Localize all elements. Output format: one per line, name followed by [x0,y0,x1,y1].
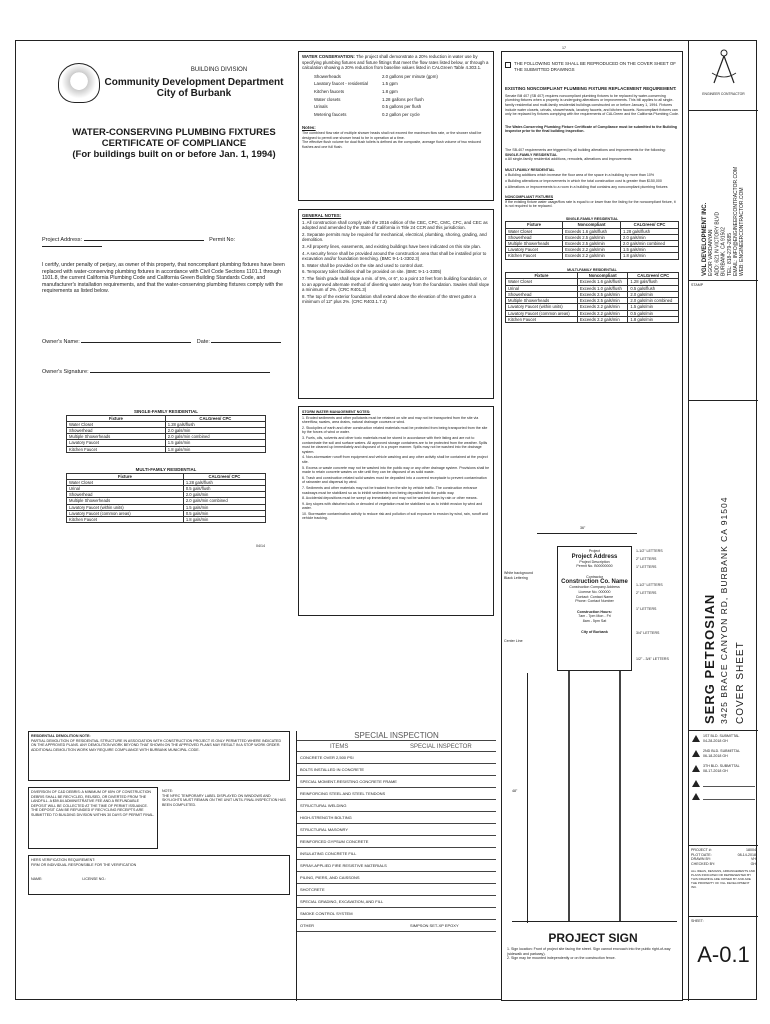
revision-row: 2ND BLD. SUBMITTAL 06-18-2018 GH [692,749,755,758]
table-row [67,517,266,523]
owner-name: SERG PETROSIAN [701,593,717,724]
page-number: 17 [562,46,566,50]
table-cell: Exceeds 2.5 gals/min [563,234,621,240]
list-item: 5. Excess or waste concrete may not be washed into the public way or any other drainage system. Provisions shall be made to retain concrete wastes on site until they can be disposed of as solid waste. [302,465,490,475]
table-cell: Exceeds 2.2 gals/min [577,310,628,316]
water-conservation-notes: WATER CONSERVATION: The project shall demonstrate a 20% reduction in water use by specifying plumbing fixtures and fixture fittings that meet the flow rates listed below, or through a calculation showing a 20% reduction from baseline values listed in CALGreen Table 4.303.1. Showerheads 2.0 gallons per minute (gpm) Lavatory faucet - residential 1.5 gpm Kitchen faucets 1.8 gpm Water closets 1.28 gallons per flush Urinals 0.5 gallons per flush Metering faucets 0.2 gallon per cycle Notes: The combined flow rate of multiple shower heads shall not exceed the maximum flow rate, or the shower shall be designed to permit one shower head to be in operation at a time. The effective flush volume for dual flush toilets is defined as the composite, average flush volume of two reduced flushes and one full flush. [298,51,494,201]
list-item: 4. A security fence shall be provided around the construction area that shall be installed prior to excavation and/or foundation trenching. (BMC 9-1-1-3302.3) [302,250,487,262]
water-rate-row: Showerheads 2.0 gallons per minute (gpm) [314,73,438,79]
sign-width-dim: 36" [580,526,586,530]
table-header: CALGreen/ CPC [165,415,265,421]
table-row: OTHER SIMPSON SET-XP EPOXY [297,920,496,932]
table-cell: Multiple Showerheads [506,298,578,304]
table-cell: Multiple Showerheads [67,434,166,440]
project-address-line: Project Address: Permit No: [42,237,292,249]
table-cell: 0.5 gals/min [628,310,679,316]
table-row [67,446,266,452]
table-cell: 2.0 gals/min [165,428,265,434]
noncompliant-sf-table: SINGLE-FAMILY RESIDENTIAL Fixture Noncompliant CALGreen/ CPC Water Closet Exceeds 1.6 gals/flush 1.28 gals/flush Showerhead Exceeds 2.5 gals/min 2.0 gals/min Multiple Showerheads Exceeds 2.5 gals/min 2.0 gals/min combined Lavatory Faucet Exceeds 2.2 gals/min 1.5 gals/min Kitchen Faucet Exceeds 2.2 gals/min 1.8 gals/min [505,217,679,260]
form-title: WATER-CONSERVING PLUMBING FIXTURES CERTIFICATE OF COMPLIANCE (For buildings built on or before Jan. 1, 1994) [72,127,276,160]
table-cell: 1.5 gals/min [621,247,679,253]
table-header: Noncompliant [577,273,628,279]
table-header: CALGreen/ CPC [183,473,265,479]
table-cell: Exceeds 2.5 gals/min [563,241,621,247]
table-cell: Water Closet [67,421,166,427]
dim-label: 1-1/2" LETTERS [636,583,663,587]
table-header: Noncompliant [563,222,621,228]
list-item: 2. Stockpiles of earth and other construction related materials must be protected from being transported from the site by the forces of wind or water. [302,425,488,435]
table-cell: Lavatory Faucet (within units) [506,304,578,310]
list-item: o Building alterations or improvements in which the total construction cost is greater than $150,000 [505,178,662,183]
revision-triangle-icon [692,780,700,787]
table-row: STRUCTURAL WELDING [297,800,496,812]
table-cell: Exceeds 1.6 gals/flush [563,228,621,234]
table-cell: 2.0 gals/min combined [628,298,679,304]
list-item: 7. Sediments and other materials may not be tracked from the site by vehicle traffic. The construction entrance roadways must be stabilized so as to inhibit sediments from being deposited into the public way. [302,485,478,495]
table-cell: 0.5 gals/flush [628,285,679,291]
dim-label: 2" LETTERS [636,557,657,561]
table-cell: Multiple Showerheads [67,498,184,504]
list-item: 4. Non-stormwater runoff from equipment and vehicle washing and any other activity shall be contained at the project site. [302,455,488,464]
list-item: 6. Temporary toilet facilities shall be provided on site. (BMC 9-1-1-3305) [302,269,442,275]
dim-label: 3/4" LETTERS [636,631,660,635]
table-cell: Exceeds 2.2 gals/min [563,247,621,253]
table-row [506,241,679,247]
general-notes: GENERAL NOTES: 1. All construction shall comply with the 2016 edition of the CBC, CPC, CMC, CFC, and CEC as adopted and amended by the State of California in Title 24 CCR and this jurisdiction. 2. Separate permits may be required for mechanical, electrical, plumbing, shoring, grading, and demolition. 3. All property lines, easements, and existing buildings have been indicated on this site plan. 4. A security fence shall be provided around the construction area that shall be installed prior to excavation and/or foundation trenching. (BMC 9-1-1-3302.3) 5. Water shall be provided on the site and used to control dust. 6. Temporary toilet facilities shall be provided on site. (BMC 9-1-1-3305) 7. The finish grade shall slope a min. of 5%, or 6", to a point 10 feet from building foundation, or to an approved alternate method of diverting water away from the foundation. Swales shall slope a minimum of 2%. (CRC R401.3) 8. The top of the exterior foundation shall extend above the elevation of the street gutter a minimum of 12" plus 2%. (CRC R403.1.7.3) [298,209,494,399]
table-cell: 1.5 gals/min [628,304,679,310]
stamp-area: STAMP [689,281,758,401]
owner-name-line: Owner's Name: Date: [42,339,292,345]
table-cell: 1.28 gals/flush [628,279,679,285]
certification-statement: I certify, under penalty of perjury, as owner of this property, that noncompliant plumbing fixtures have been replaced with water-conserving plumbing fixtures in accordance with Civil Code Sections 1101.1 through 1101.8, the current California Plumbing Code and California Green Building Standards Code, and manufacturer's installation requirements, and that the water-conserving plumbing fixtures comply with the requirements as listed below. [42,262,285,295]
list-item: 2. Separate permits may be required for mechanical, electrical, plumbing, shoring, grading, and demolition. [302,231,487,243]
list-item: 8. Accidental depositions must be swept up immediately and may not be washed down by rain or other means. [302,496,478,501]
table-cell: Showerhead [506,234,563,240]
site-address: 3425 BRACE CANYON RD, BURBANK CA 91504 [718,496,729,724]
table-cell: Showerhead [506,291,578,297]
certificate-form [24,47,296,737]
white-bg-label: White background Black Lettering [504,571,533,580]
list-item: o Building additions which increase the floor area of the space in a building by more than 10% [505,173,655,178]
table-row [506,298,679,304]
project-info: PROJECT #: 18004 PLOT DATE: 08-14-2018 DRAWN BY: VH CHECKED BY: GH ALL IDEAS, DESIGNS, ARRANGEMENTS AND PLANS INDICATED OR REPRESENTED BY THIS DRAWING ARE OWNED BY AND ARE THE PROPERTY OF VGL DEVELOPMENT INC. [691,848,756,889]
revision-list [689,731,758,846]
table-cell: Exceeds 1.0 gals/flush [577,285,628,291]
dim-label: 2" LETTERS [636,591,657,595]
table-cell: Water Closet [506,279,578,285]
list-item: 10. Stormwater contamination activity to reduce risk and pollution of soil exposure to erosion by wind, rain, runoff and vehicle tracking. [302,511,488,521]
table-cell: Exceeds 2.2 gals/min [577,316,628,322]
list-item: o Alterations or improvements to a room in a building that contains any noncompliant plumbing fixtures [505,184,668,189]
table-cell: 0.5 gals/min [183,510,265,516]
water-rate-row: Water closets 1.28 gallons per flush [314,96,424,102]
table-cell: 1.5 gals/min [165,440,265,446]
table-row [506,279,679,285]
table-cell: Lavatory Faucet (within units) [67,504,184,510]
table-cell: Urinal [67,486,184,492]
sheet-number-box: SHEET: A-0.1 [689,916,758,1001]
table-cell: Exceeds 2.2 gals/min [577,304,628,310]
table-cell: Lavatory Faucet [67,440,166,446]
water-rate-row: Kitchen faucets 1.8 gpm [314,88,398,94]
table-cell: 2.0 gals/min combined [165,434,265,440]
table-cell: 1.8 gals/min [621,253,679,259]
revision-row: 3TH BLD. SUBMITTAL 08-17-2018 GH [692,764,755,773]
table-cell: 1.8 gals/min [183,517,265,523]
table-row: SPRAY-APPLIED FIRE RESISTIVE MATERIALS [297,860,496,872]
table-header: Fixture [67,473,184,479]
list-item: 1. Eroded sediments and other pollutants must be retained on site and may not be transported from the site via sheetflow, swales, area drains, natural drainage courses or wind. [302,415,479,425]
water-rate-row: Lavatory faucet - residential 1.5 gpm [314,81,398,87]
table-row [506,291,679,297]
checkbox-icon [505,62,511,68]
table-cell: Multiple Showerheads [506,241,563,247]
table-cell: Urinal [506,285,578,291]
dim-label: 1/2" - 3/4" LETTERS [636,657,669,661]
table-row: INSULATING CONCRETE FILL [297,848,496,860]
storm-water-notes: STORM WATER MANAGEMENT NOTES: 1. Eroded sediments and other pollutants must be retained on site and may not be transported from the site via sheetflow, swales, area drains, natural drainage courses or wind. 2. Stockpiles of earth and other construction related materials must be protected from being transported from the site by the forces of wind or water. 3. Fuels, oils, solvents and other toxic materials must be stored in accordance with their listing and are not to contaminate the soil and surface waters. All approved storage containers are to be protected from the weather. Spills must be cleaned up immediately and disposed of in a proper manner. Spills may not be washed into the drainage system. 4. Non-stormwater runoff from equipment and vehicle washing and any other activity shall be contained at the project site. 5. Excess or waste concrete may not be washed into the public way or any other drainage system. Provisions shall be made to retain concrete wastes on site until they can be disposed of as solid waste. 6. Trash and construction related solid wastes must be deposited into a covered receptacle to prevent contamination of rainwater and dispersal by wind. 7. Sediments and other materials may not be tracked from the site by vehicle traffic. The construction entrance roadways must be stabilized so as to inhibit sediments from being deposited into the public way. 8. Accidental depositions must be swept up immediately and may not be washed down by rain or other means. 9. Any slopes with disturbed soils or denuded of vegetation must be stabilized so as to inhibit erosion by wind and water. 10. Stormwater contamination activity to reduce risk and pollution of soil exposure to erosion by wind, rain, runoff and vehicle tracking. [298,406,494,616]
table-header: CALGreen/ CPC [628,273,679,279]
revision-row: 1ST BLD. SUBMITTAL 04-28-2018 GH [692,734,755,743]
department-name: Community Development Department City of Burbank [104,77,284,99]
table-header: CALGreen/ CPC [621,222,679,228]
table-cell: 2.0 gals/min combined [183,498,265,504]
sf-fixture-table: SINGLE-FAMILY RESIDENTIAL Fixture CALGreen/ CPC Water Closet 1.28 gals/flush Showerhead 2.0 gals/min Multiple Showerheads 2.0 gals/min combined Lavatory Faucet 1.5 gals/min Kitchen Faucet 1.8 gals/min [66,409,266,453]
dim-label: 1-1/2" LETTERS [636,549,663,553]
sign-height-dim: 48" [512,789,518,793]
table-row: PILING, PIERS, AND CAISSONS [297,872,496,884]
table-cell: Water Closet [506,228,563,234]
table-cell: 2.0 gals/min combined [621,241,679,247]
table-row: SPECIAL GRADING, EXCAVATION, AND FILL [297,896,496,908]
table-cell: 2.0 gals/min [183,492,265,498]
sheet-title: COVER SHEET [734,641,746,724]
table-cell: 1.28 gals/flush [183,479,265,485]
sign-post [619,671,621,921]
mf-fixture-table: MULTI-FAMILY RESIDENTIAL Fixture CALGreen/ CPC Water Closet 1.28 gals/flush Urinal 0.5 gals/flush Showerhead 2.0 gals/min Multiple Showerheads 2.0 gals/min combined Lavatory Faucet (within units) 1.5 gals/min Lavatory Faucet (common areas) 0.5 gals/min Kitchen Faucet 1.8 gals/min [66,467,266,523]
table-row: STRUCTURAL MASONRY [297,824,496,836]
table-cell: Kitchen Faucet [67,517,184,523]
water-rate-row: Urinals 0.5 gallons per flush [314,104,422,110]
engineer-logo: ENGINEER CONTRACTOR [689,41,758,111]
list-item: 8. The top of the exterior foundation shall extend above the elevation of the street gutter a minimum of 12" plus 2%. (CRC R403.1.7.3) [302,293,476,305]
owner-signature-line: Owner's Signature: [42,369,292,375]
table-row [506,316,679,322]
table-cell: Exceeds 1.6 gals/flush [577,279,628,285]
special-inspection-table: SPECIAL INSPECTION ITEMS SPECIAL INSPECTOR CONCRETE OVER 2,500 PSI BOLTS INSTALLED IN CONCRETE SPECIAL MOMENT-RESISTING CONCRETE FRAME REINFORCING STEEL AND STEEL TENDONS STRUCTURAL WELDING HIGH-STRENGTH BOLTING STRUCTURAL MASONRY REINFORCED GYPSUM CONCRETE INSULATING CONCRETE FILL SPRAY-APPLIED FIRE RESISTIVE MATERIALS PILING, PIERS, AND CAISSONS SHOTCRETE SPECIAL GRADING, EXCAVATION, AND FILL SMOKE CONTROL SYSTEM OTHER SIMPSON SET-XP EPOXY [296,731,496,1001]
table-cell: Water Closet [67,479,184,485]
center-line-label: Center Line [504,639,523,643]
list-item: 1. All construction shall comply with the 2016 edition of the CBC, CPC, CMC, CFC, and CEC as adopted and amended by the State of California in Title 24 CCR and this jurisdiction. [302,219,488,231]
list-item: 5. Water shall be provided on the site and used to control dust. [302,262,424,268]
table-cell: Lavatory Faucet (common areas) [506,310,578,316]
project-sign-detail [501,521,683,1001]
table-cell: Kitchen Faucet [506,316,578,322]
sheet-number: A-0.1 [697,941,750,967]
water-rate-row: Metering faucets 0.2 gallon per cycle [314,111,420,117]
table-cell: Kitchen Faucet [506,253,563,259]
table-cell: 1.28 gals/flush [621,228,679,234]
table-row: HIGH-STRENGTH BOLTING [297,812,496,824]
noncompliant-mf-table: MULTI-FAMILY RESIDENTIAL Fixture Noncompliant CALGreen/ CPC Water Closet Exceeds 1.6 gals/flush 1.28 gals/flush Urinal Exceeds 1.0 gals/flush 0.5 gals/flush Showerhead Exceeds 2.5 gals/min 2.0 gals/min Multiple Showerheads Exceeds 2.5 gals/min 2.0 gals/min combined Lavatory Faucet (within units) Exceeds 2.2 gals/min 1.5 gals/min Lavatory Faucet (common areas) Exceeds 2.2 gals/min 0.5 gals/min Kitchen Faucet Exceeds 2.2 gals/min 1.8 gals/min [505,268,679,323]
table-row: SHOTCRETE [297,884,496,896]
table-row: SMOKE CONTROL SYSTEM [297,908,496,920]
revision-triangle-icon [692,765,700,772]
table-cell: Lavatory Faucet (common areas) [67,510,184,516]
table-cell: 0.5 gals/flush [183,486,265,492]
table-cell: 1.8 gals/min [628,316,679,322]
compass-logo-icon [704,47,744,87]
table-row [506,253,679,259]
table-row: BOLTS INSTALLED IN CONCRETE [297,764,496,776]
revision-triangle-icon [692,793,700,800]
sign-board: Project Project Address Project Description Permit No. B00000000 Contractor Construction Co. Name Construction Company Address License No. 000000 Contact: Contact Name Phone: Contact Number Construction Hours: 7am - 7pm Mon - Fri 8am - 5pm Sat City of Burbank [557,546,632,671]
sign-post [568,671,570,921]
list-item: 7. The finish grade shall slope a min. of 5%, or 6", to a point 10 feet from building foundation, or to an approved alternate method of diverting water away from the foundation. Swales shall slope a minimum of 2%. (CRC R401.3) [302,275,490,293]
table-row [506,310,679,316]
list-item: 6. Trash and construction related solid wastes must be deposited into a covered receptacle to prevent contamination of rainwater and dispersal by wind. [302,475,487,485]
table-row [506,304,679,310]
project-title [689,401,758,731]
table-cell: 1.5 gals/min [183,504,265,510]
table-row: SPECIAL MOMENT-RESISTING CONCRETE FRAME [297,776,496,788]
revision-triangle-icon [692,735,700,742]
table-cell: Exceeds 2.5 gals/min [577,298,628,304]
title-block [688,41,758,1001]
demolition-notes: RESIDENTIAL DEMOLITION NOTE: PARTIAL DEMOLITION OF RESIDENTIAL STRUCTURE IN ASSOCIATION WITH CONSTRUCTION PROJECT IS ONLY PERMITTED WHERE INDICATED ON THE APPROVED PLANS. ANY DEMOLITION WORK BEYOND THAT SHOWN ON THE APPROVED PLANS MAY RESULT IN A STOP WORK ORDER. ADDITIONAL DEMOLITION WORK MAY REQUIRE COMPLIANCE WITH BURBANK MUNICIPAL CODE. DIVERSION OF C&D DEBRIS: A MINIMUM OF 65% OF CONSTRUCTION DEBRIS SHALL BE RECYCLED, REUSED, OR DIVERTED FROM THE LANDFILL. A $59.84 ADMINISTRATIVE FEE AND A REFUNDABLE DEPOSIT WILL BE COLLECTED AT THE TIME OF PERMIT ISSUANCE. THE DEPOSIT CAN BE REFUNDED IF RECYCLING RECEIPTS ARE SUBMITTED TO BUILDING DIVISION WITHIN 30 DAYS OF PERMIT FINAL. NOTE: THE NFRC TEMPORARY LABEL DISPLAYED ON WINDOWS AND SKYLIGHTS MUST REMAIN ON THE UNIT UNTIL FINAL INSPECTION HAS BEEN COMPLETED. HERS VERIFICATION REQUIREMENT: FIRM OR INDIVIDUAL RESPONSIBLE FOR THE VERIFICATION NAME: LICENSE NO.: [28,731,296,895]
table-cell: Kitchen Faucet [67,446,166,452]
project-sign-caption: PROJECT SIGN 1. Sign location: Front of project site facing the street. Sign cannot encroach into the public right-of-way (sidewalk and parkway). 2. Sign may be mounted independently or on the construction fence. [507,931,671,961]
table-header: Fixture [67,415,166,421]
table-cell: 1.28 gals/flush [165,421,265,427]
company-info: VGL DEVELOPMENT INC. EGOR VARDANYAN ADD: 621 N VICTORY BLVD BURBANK, CA 91502 TEL: 818-279-2685 EMAIL: INFO@ENGINEERCONTRACTOR.COM WEB: ENGINEERCONTRACTOR.COM [689,111,758,281]
table-header: Fixture [506,222,563,228]
form-revision: 04/14 [256,544,265,548]
list-item: 3. Fuels, oils, solvents and other toxic materials must be stored in accordance with their listing and are not to contaminate the soil and surface waters. All approved storage containers are to be protected from the weather. Spills must be cleaned up immediately and disposed of in a proper manner. Spills may not be washed into the drainage system. [302,435,488,454]
division-name: BUILDING DIVISION [190,67,248,73]
table-cell: Exceeds 2.2 gals/min [563,253,621,259]
list-item: 9. Any slopes with disturbed soils or denuded of vegetation must be stabilized so as to inhibit erosion by wind and water. [302,501,483,511]
table-cell: 2.0 gals/min [621,234,679,240]
dim-label: 1" LETTERS [636,607,657,611]
table-header: Fixture [506,273,578,279]
sb407-notes: 17 THE FOLLOWING NOTE SHALL BE REPRODUCED ON THE COVER SHEET OF THE SUBMITTED DRAWINGS EXISTING NONCOMPLIANT PLUMBING FIXTURE REPLACEMENT REQUIREMENT: Senate Bill 407 (SB 407) requires noncompliant plumbing fixtures to be replaced by water-conserving plumbing fixtures when a property is undergoing alterations or improvements. This bill applies to all single-family residential and multi-family residential buildings constructed on or before January 1, 1994. Fixtures include water closets, urinals, showerheads, lavatory faucets, and kitchen faucets. Noncompliant fixtures can only be replaced by fixtures complying with the requirements of CALGreen and the California Plumbing Code. The Water-Conserving Plumbing Fixture Certificate of Compliance must be submitted to the Building Inspector prior to the final building inspection. The SB-407 requirements are triggered by all building alterations and improvements for the following: SINGLE-FAMILY RESIDENTIAL o All single-family residential additions, remodels, alterations and improvements MULTI-FAMILY RESIDENTIAL o Building additions which increase the floor area of the space in a building by more than 10% o Building alterations or improvements in which the total construction cost is greater than $150,000 o Alterations or improvements to a room in a building that contains any noncompliant plumbing fixtures NONCOMPLIANT FIXTURES If the existing fixture water usage/flow rate is equal to or lower than the listing for the noncompliant fixture, it is not required to be replaced. SINGLE-FAMILY RESIDENTIAL Fixture Noncompliant CALGreen/ CPC Water Closet Exceeds 1.6 gals/flush 1.28 gals/flush Showerhead Exceeds 2.5 gals/min 2.0 gals/min Multiple Showerheads Exceeds 2.5 gals/min 2.0 gals/min combined Lavatory Faucet Exceeds 2.2 gals/min 1.5 gals/min Kitchen Faucet Exceeds 2.2 gals/min 1.8 gals/min MULTI-FAMILY RESIDENTIAL Fixture Noncompliant CALGreen/ CPC Water Closet Exceeds 1.6 gals/flush 1.28 gals/flush Urinal Exceeds 1.0 gals/flush 0.5 gals/flush Showerhead Exceeds 2.5 gals/min 2.0 gals/min Multiple Showerheads Exceeds 2.5 gals/min 2.0 gals/min combined Lavatory Faucet (within units) Exceeds 2.2 gals/min 1.5 gals/min Lavatory Faucet (common areas) Exceeds 2.2 gals/min 0.5 gals/min Kitchen Faucet Exceeds 2.2 gals/min 1.8 gals/min [501,51,683,711]
table-cell: 1.8 gals/min [165,446,265,452]
table-cell: 2.0 gals/min [628,291,679,297]
table-cell: Lavatory Faucet [506,247,563,253]
table-row: CONCRETE OVER 2,500 PSI [297,752,496,764]
table-cell: Showerhead [67,492,184,498]
list-item: 3. All property lines, easements, and existing buildings have been indicated on this site plan. [302,243,481,249]
table-cell: Showerhead [67,428,166,434]
table-row: REINFORCED GYPSUM CONCRETE [297,836,496,848]
drawing-sheet [15,40,757,1000]
dim-label: 1" LETTERS [636,565,657,569]
table-cell: Exceeds 2.5 gals/min [577,291,628,297]
table-row: REINFORCING STEEL AND STEEL TENDONS [297,788,496,800]
revision-triangle-icon [692,750,700,757]
